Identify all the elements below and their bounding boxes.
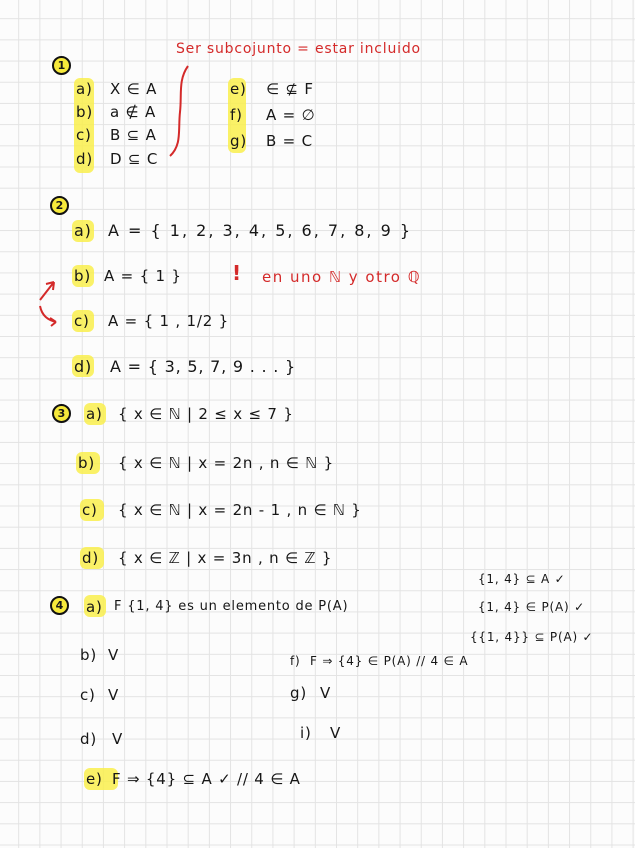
ex4-a-text: F {1, 4} es un elemento de P(A)	[114, 599, 349, 614]
ex2-c-text: A = { 1 , 1/2 }	[108, 312, 229, 330]
ex1-d-text: D ⊆ C	[110, 150, 159, 168]
ex3-c-text: { x ∈ ℕ | x = 2n - 1 , n ∈ ℕ }	[118, 501, 362, 519]
ex1-b-text: a ∉ A	[110, 103, 157, 121]
ex1-b-label: b)	[76, 103, 93, 121]
ex1-d-label: d)	[76, 150, 93, 168]
ex2-b-text: A = { 1 }	[104, 267, 182, 285]
ex2-a-label: a)	[74, 221, 92, 240]
ex2-a-text: A = { 1, 2, 3, 4, 5, 6, 7, 8, 9 }	[108, 221, 413, 240]
ex1-c-label: c)	[76, 126, 92, 144]
ex4-side-note-3: {{1, 4}} ⊆ P(A) ✓	[470, 630, 594, 644]
ex4-f-text: F ⇒ {4} ∈ P(A) // 4 ∈ A	[310, 654, 469, 668]
arrow-up-stroke	[40, 282, 54, 300]
ex3-a-label: a)	[86, 405, 103, 423]
ex1-a-label: a)	[76, 80, 93, 98]
ex4-e-text: F ⇒ {4} ⊆ A ✓ // 4 ∈ A	[112, 770, 301, 788]
ex3-d-label: d)	[82, 549, 99, 567]
ex4-i-value: V	[330, 724, 342, 742]
ex4-g-label: g)	[290, 684, 307, 702]
exercise-number-3: 3	[52, 404, 71, 423]
ex2-d-text: A = { 3, 5, 7, 9 . . . }	[110, 357, 297, 376]
ex4-c-value: V	[108, 686, 120, 704]
ex1-g-label: g)	[230, 132, 247, 150]
ex2-c-label: c)	[74, 312, 90, 330]
ex3-b-text: { x ∈ ℕ | x = 2n , n ∈ ℕ }	[118, 454, 334, 472]
ex4-side-note-2: {1, 4} ∈ P(A) ✓	[478, 600, 585, 614]
ex4-i-label: i)	[300, 724, 312, 742]
ex3-a-text: { x ∈ ℕ | 2 ≤ x ≤ 7 }	[118, 405, 294, 423]
ex3-d-text: { x ∈ ℤ | x = 3n , n ∈ ℤ }	[118, 549, 333, 567]
ex1-c-text: B ⊆ A	[110, 126, 157, 144]
ex4-a-label: a)	[86, 598, 103, 616]
ex4-e-label: e)	[86, 770, 103, 788]
ex4-f-label: f)	[290, 654, 301, 668]
ex3-b-label: b)	[78, 454, 95, 472]
ex4-side-note-1: {1, 4} ⊆ A ✓	[478, 572, 566, 586]
ex1-e-label: e)	[230, 80, 247, 98]
ex4-c-label: c)	[80, 686, 96, 704]
ex1-f-text: A = ∅	[266, 106, 316, 124]
ex1-g-text: B = C	[266, 132, 313, 150]
exercise-number-2: 2	[50, 196, 69, 215]
ex2-b-label: b)	[74, 267, 91, 285]
header-note: Ser subcojunto = estar incluido	[176, 41, 421, 57]
ex4-d-label: d)	[80, 730, 97, 748]
ex1-e-text: ∈ ⊈ F	[266, 80, 314, 98]
exercise-number-4: 4	[50, 596, 69, 615]
arrow-down-stroke	[40, 306, 56, 326]
ex2-b-note: en uno ℕ y otro ℚ	[262, 268, 422, 286]
ex4-b-label: b)	[80, 646, 97, 664]
exercise-number-1: 1	[52, 56, 71, 75]
warning-mark: !	[232, 261, 242, 285]
bracket-stroke	[170, 66, 188, 156]
ex1-a-text: X ∈ A	[110, 80, 158, 98]
ex4-b-value: V	[108, 646, 120, 664]
ex2-d-label: d)	[74, 357, 92, 376]
ex4-d-value: V	[112, 730, 124, 748]
ex1-f-label: f)	[230, 106, 243, 124]
ex3-c-label: c)	[82, 501, 98, 519]
ex4-g-value: V	[320, 684, 332, 702]
